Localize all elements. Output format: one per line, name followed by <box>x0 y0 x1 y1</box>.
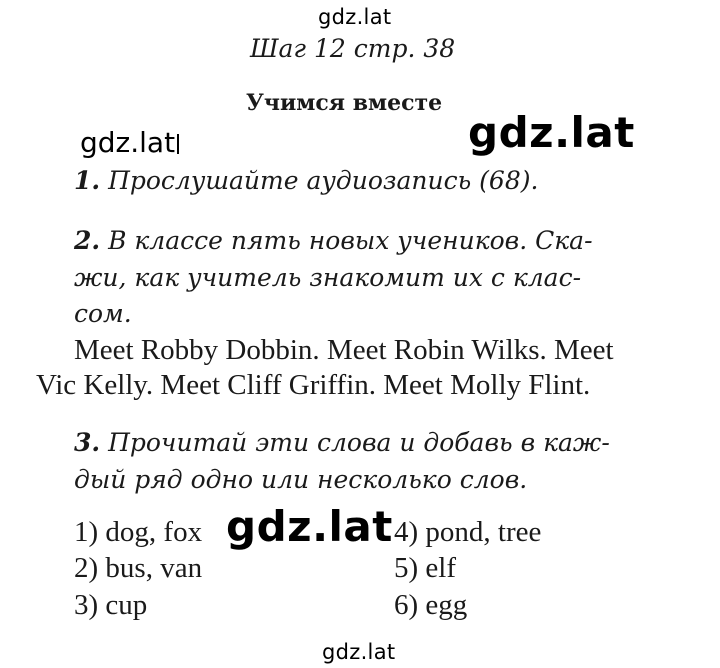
task-3-line-1 <box>74 428 610 457</box>
task-1-number: 1. <box>74 166 101 195</box>
task-2-number: 2. <box>74 226 101 255</box>
task-2-line-2: жи, как учитель знакомит их с клас- <box>74 263 582 292</box>
watermark-bottom: gdz.lat <box>322 640 396 664</box>
watermark-right: gdz.lat <box>468 108 635 157</box>
task-2-text-line-1: В классе пять новых учеников. Ска- <box>108 226 593 255</box>
word-list-item-6: 6) egg <box>394 589 468 621</box>
task-2-names-line-1: Meet Robby Dobbin. Meet Robin Wilks. Meet <box>74 334 614 366</box>
word-list-item-5: 5) elf <box>394 552 456 584</box>
task-3-text-line-1: Прочитай эти слова и добавь в каж- <box>108 428 610 457</box>
watermark-middle: gdz.lat <box>226 502 393 551</box>
watermark-left <box>80 126 179 159</box>
task-3-line-2: дый ряд одно или несколько слов. <box>74 465 528 494</box>
task-1-text: Прослушайте аудиозапись (68). <box>108 166 539 195</box>
task-2-line-1 <box>74 226 593 255</box>
task-1 <box>74 166 538 195</box>
section-heading: Учимся вместе <box>246 90 443 116</box>
word-list-item-3: 3) cup <box>74 589 148 621</box>
watermark-top: gdz.lat <box>318 5 392 29</box>
task-2-line-3: сом. <box>74 299 132 328</box>
word-list-item-1: 1) dog, fox <box>74 516 203 548</box>
word-list-item-4: 4) pond, tree <box>394 516 542 548</box>
task-3-number: 3. <box>74 428 101 457</box>
text-cursor-mark <box>177 134 179 154</box>
watermark-left-text: gdz.lat <box>80 126 176 159</box>
task-2-names-line-2: Vic Kelly. Meet Cliff Griffin. Meet Molly Flint. <box>36 369 591 401</box>
step-page-line: Шаг 12 стр. 38 <box>250 34 456 63</box>
word-list-item-2: 2) bus, van <box>74 552 203 584</box>
